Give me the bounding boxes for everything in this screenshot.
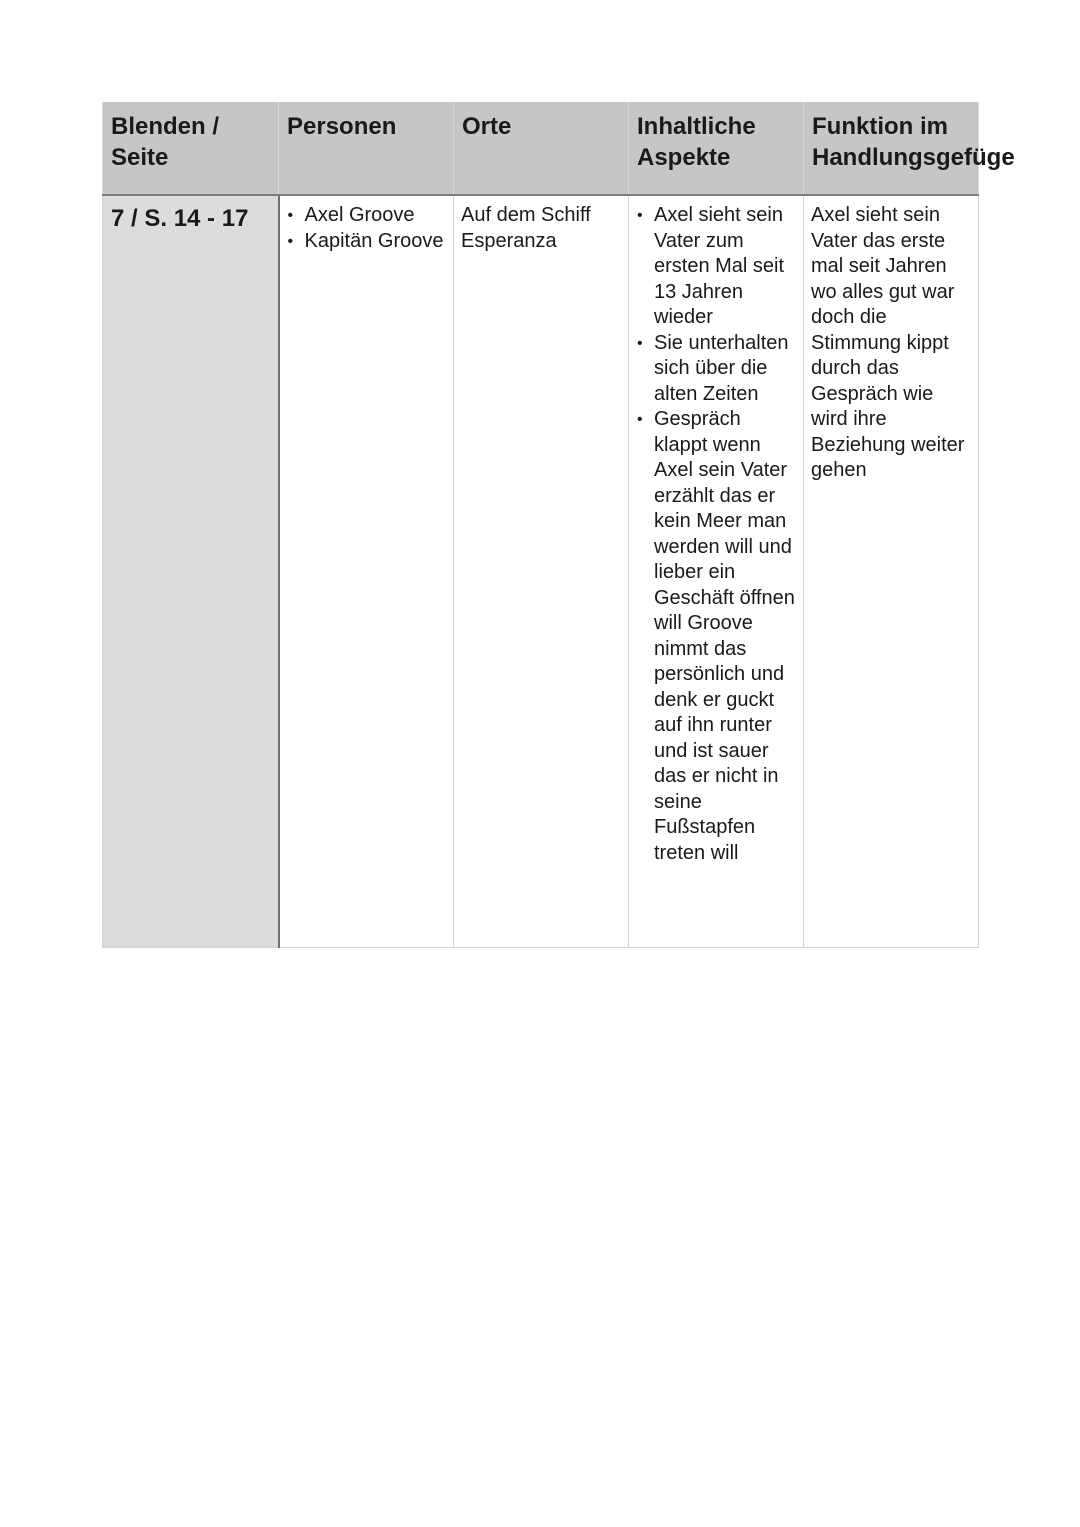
table-row bbox=[103, 195, 979, 947]
person-name: Axel Groove bbox=[304, 204, 415, 226]
funktion-cell: Axel sieht sein Vater das erste mal seit Jahren wo alles gut war doch die Stimmung kippt durch das Gespräch wie wird ihre Beziehung weiter gehen bbox=[804, 195, 979, 947]
aspekte-list bbox=[636, 203, 797, 866]
list-item bbox=[287, 203, 448, 229]
list-item bbox=[636, 203, 797, 331]
aspekt-text: Gespräch klappt wenn Axel sein Vater erzählt das er kein Meer man werden will und lieber ein Geschäft öffnen will Groove nimmt das persönlich und denk er guckt auf ihn runter und ist sauer das er nicht in seine Fußstapfen treten will bbox=[654, 408, 795, 864]
aspekt-text: Axel sieht sein Vater zum ersten Mal seit 13 Jahren wieder bbox=[654, 204, 785, 328]
bullet-icon: • bbox=[637, 207, 643, 224]
header-orte: Orte bbox=[454, 102, 629, 195]
list-item bbox=[287, 229, 448, 255]
bullet-icon: • bbox=[287, 232, 294, 250]
header-inhaltliche-aspekte: Inhaltliche Aspekte bbox=[629, 102, 804, 195]
personen-cell bbox=[279, 195, 454, 947]
aspekt-text: Sie unterhalten sich über die alten Zeiten bbox=[654, 331, 789, 405]
personen-list bbox=[287, 203, 448, 254]
header-funktion: Funktion im Handlungsgefüge bbox=[804, 102, 979, 195]
person-name: Kapitän Groove bbox=[304, 229, 444, 252]
bullet-icon: • bbox=[637, 411, 643, 428]
summary-table bbox=[102, 102, 1015, 948]
header-blenden-seite: Blenden / Seite bbox=[103, 102, 279, 195]
header-row bbox=[103, 102, 979, 195]
bullet-icon: • bbox=[637, 334, 643, 352]
list-item bbox=[636, 407, 797, 866]
list-item bbox=[636, 331, 797, 408]
aspekte-cell bbox=[629, 195, 804, 947]
blende-cell: 7 / S. 14 - 17 bbox=[103, 195, 279, 947]
bullet-icon: • bbox=[287, 207, 294, 224]
header-personen: Personen bbox=[279, 102, 454, 195]
orte-cell: Auf dem Schiff Esperanza bbox=[454, 195, 629, 947]
